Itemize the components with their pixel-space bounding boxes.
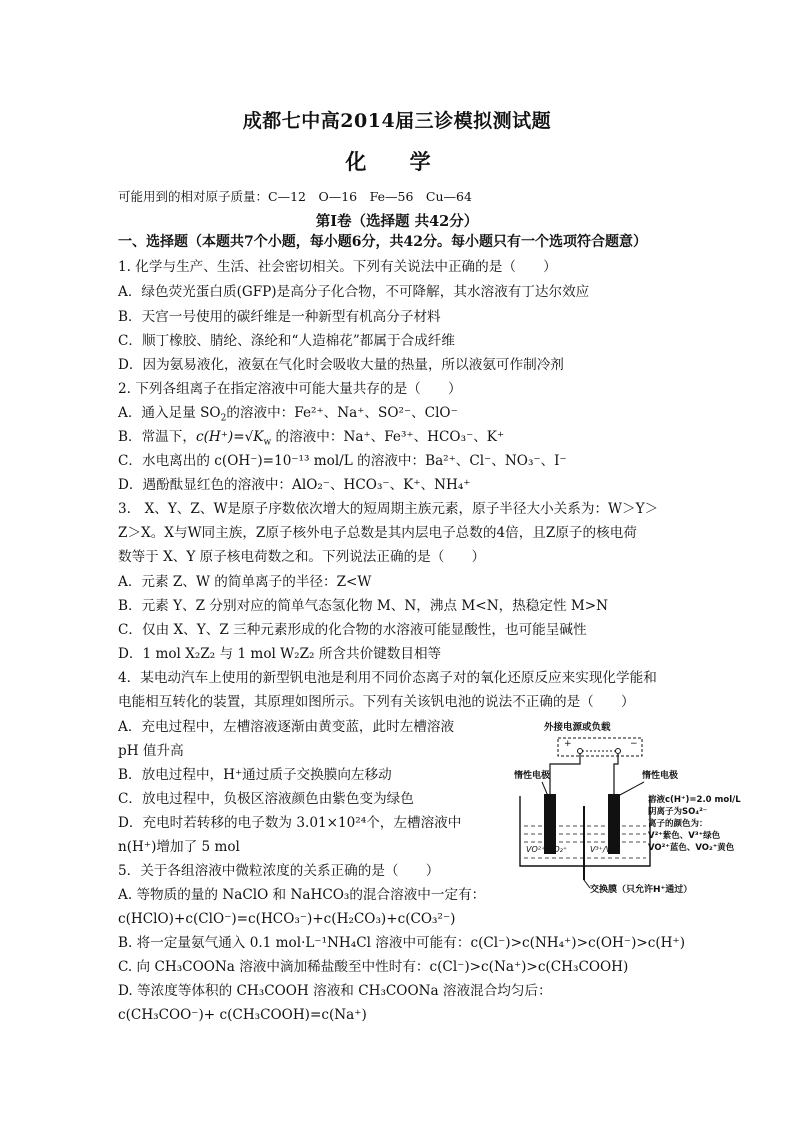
- left-terminal: [578, 749, 583, 754]
- q3-option-a: A．元素 Z、W 的简单离子的半径：Z<W: [118, 574, 372, 590]
- exam-title: 成都七中高2014届三诊模拟测试题: [242, 110, 552, 132]
- q1-option-c: C．顺丁橡胶、腈纶、涤纶和“人造棉花”都属于合成纤维: [118, 333, 455, 349]
- left-electrode-label: 惰性电极: [514, 771, 551, 781]
- left-wire: [550, 754, 580, 794]
- q4-option-a-2: pH 值升高: [118, 743, 184, 759]
- legend-line-4: V²⁺紫色、V³⁺绿色: [648, 831, 721, 841]
- q1-option-b: B．天宫一号使用的碳纤维是一种新型有机高分子材料: [118, 309, 441, 325]
- q4-option-b: B．放电过程中，H⁺通过质子交换膜向左移动: [118, 767, 392, 783]
- q5-option-c: C. 向 CH₃COONa 溶液中滴加稀盐酸至中性时有：c(Cl⁻)>c(Na⁺)>c(CH₃COOH): [118, 959, 629, 975]
- q1-stem: 1. 化学与生产、生活、社会密切相关。下列有关说法中正确的是（ ）: [118, 259, 557, 275]
- q3-stem-3: 数等于 X、Y 原子核电荷数之和。下列说法正确的是（ ）: [118, 549, 486, 565]
- right-ions-label: V³⁺/V²⁺: [590, 845, 619, 854]
- q4-option-c: C．放电过程中，负极区溶液颜色由紫色变为绿色: [118, 791, 414, 807]
- legend-line-5: VO²⁺蓝色、VO₂⁺黄色: [648, 843, 735, 853]
- external-power-label: 外接电源或负载: [544, 722, 611, 733]
- subject-title: 化 学: [345, 149, 449, 174]
- right-wire: [614, 754, 618, 794]
- plus-sign: +: [564, 739, 572, 749]
- q5-option-d-1: D. 等浓度等体积的 CH₃COOH 溶液和 CH₃COONa 溶液混合均匀后：: [118, 983, 552, 999]
- section-title: 一、选择题（本题共7个小题，每小题6分，共42分。每小题只有一个选项符合题意）: [118, 234, 647, 250]
- q3-option-d: D．1 mol X₂Z₂ 与 1 mol W₂Z₂ 所含共价键数目相等: [118, 646, 442, 662]
- q4-option-d-2: n(H⁺)增加了 5 mol: [118, 839, 240, 855]
- minus-sign: −: [630, 739, 638, 749]
- q2-stem: 2. 下列各组离子在指定溶液中可能大量共存的是（ ）: [118, 381, 462, 397]
- vanadium-battery-diagram: [514, 716, 744, 902]
- q2-option-a: A．通入足量 $SO_2$的溶液中：Fe²⁺、Na⁺、SO²⁻、ClO⁻: [118, 405, 458, 424]
- q5-option-d-2: c(CH₃COO⁻)+ c(CH₃COOH)=c(Na⁺): [118, 1007, 367, 1023]
- legend-line-2: 阴离子为SO₄²⁻: [648, 807, 708, 817]
- right-terminal: [616, 749, 621, 754]
- q2-option-b: B．常温下，$c(H^+)=√K_w$ 的溶液中：Na⁺、Fe³⁺、HCO₃⁻、K⁺: [118, 429, 505, 448]
- membrane-caption: 交换膜（只允许H⁺通过）: [590, 885, 693, 895]
- q4-option-a-1: A．充电过程中，左槽溶液逐渐由黄变蓝，此时左槽溶液: [118, 719, 455, 735]
- q2-option-d: D．遇酚酞显红色的溶液中：AlO₂⁻、HCO₃⁻、K⁺、NH₄⁺: [118, 477, 471, 493]
- q2-option-c: C．水电离出的 c(OH⁻)=10⁻¹³ mol/L 的溶液中：Ba²⁺、Cl⁻、NO₃⁻、I⁻: [118, 453, 567, 469]
- legend-line-3: 离子的颜色为：: [648, 819, 708, 829]
- right-electrode-label: 惰性电极: [642, 771, 679, 781]
- q4-stem-1: 4．某电动汽车上使用的新型钒电池是利用不同价态离子对的氧化还原反应来实现化学能和: [118, 670, 657, 686]
- q4-option-d-1: D．充电时若转移的电子数为 3.01×10²⁴个，左槽溶液中: [118, 815, 462, 831]
- q3-stem-2: Z＞X。X与W同主族，Z原子核外电子总数是其内层电子总数的4倍，且Z原子的核电荷: [118, 525, 637, 541]
- q5-option-a-2: c(HClO)+c(ClO⁻)=c(HCO₃⁻)+c(H₂CO₃)+c(CO₃²⁻): [118, 911, 456, 927]
- left-ions-label: VO²⁺/VO₂⁺: [526, 845, 568, 854]
- q1-option-d: D．因为氨易液化，液氨在气化时会吸收大量的热量，所以液氨可作制冷剂: [118, 357, 564, 373]
- atomic-masses: 可能用到的相对原子质量：C—12 O—16 Fe—56 Cu—64: [118, 189, 472, 204]
- q3-option-b: B．元素 Y、Z 分别对应的简单气态氢化物 M、N，沸点 M<N，热稳定性 M>N: [118, 598, 609, 614]
- q3-stem-1: 3. X、Y、Z、W是原子序数依次增大的短周期主族元素，原子半径大小关系为：W＞Y＞: [118, 501, 659, 517]
- q4-stem-2: 电能相互转化的装置，其原理如图所示。下列有关该钒电池的说法不正确的是（ ）: [118, 694, 635, 710]
- q3-option-c: C．仅由 X、Y、Z 三种元素形成的化合物的水溶液可能显酸性，也可能呈碱性: [118, 622, 587, 638]
- q5-option-a-1: A. 等物质的量的 NaClO 和 NaHCO₃的混合溶液中一定有：: [118, 887, 486, 903]
- q1-option-a: A．绿色荧光蛋白质(GFP)是高分子化合物，不可降解，其水溶液有丁达尔效应: [118, 284, 590, 300]
- legend-line-1: 溶液c(H⁺)=2.0 mol/L: [648, 795, 741, 805]
- q5-option-b: B. 将一定量氨气通入 0.1 mol·L⁻¹NH₄Cl 溶液中可能有：c(Cl⁻)>c(NH₄⁺)>c(OH⁻)>c(H⁺): [118, 935, 686, 951]
- part-title: 第Ⅰ卷（选择题 共42分）: [315, 213, 479, 230]
- q5-stem: 5．关于各组溶液中微粒浓度的关系正确的是（ ）: [118, 863, 440, 879]
